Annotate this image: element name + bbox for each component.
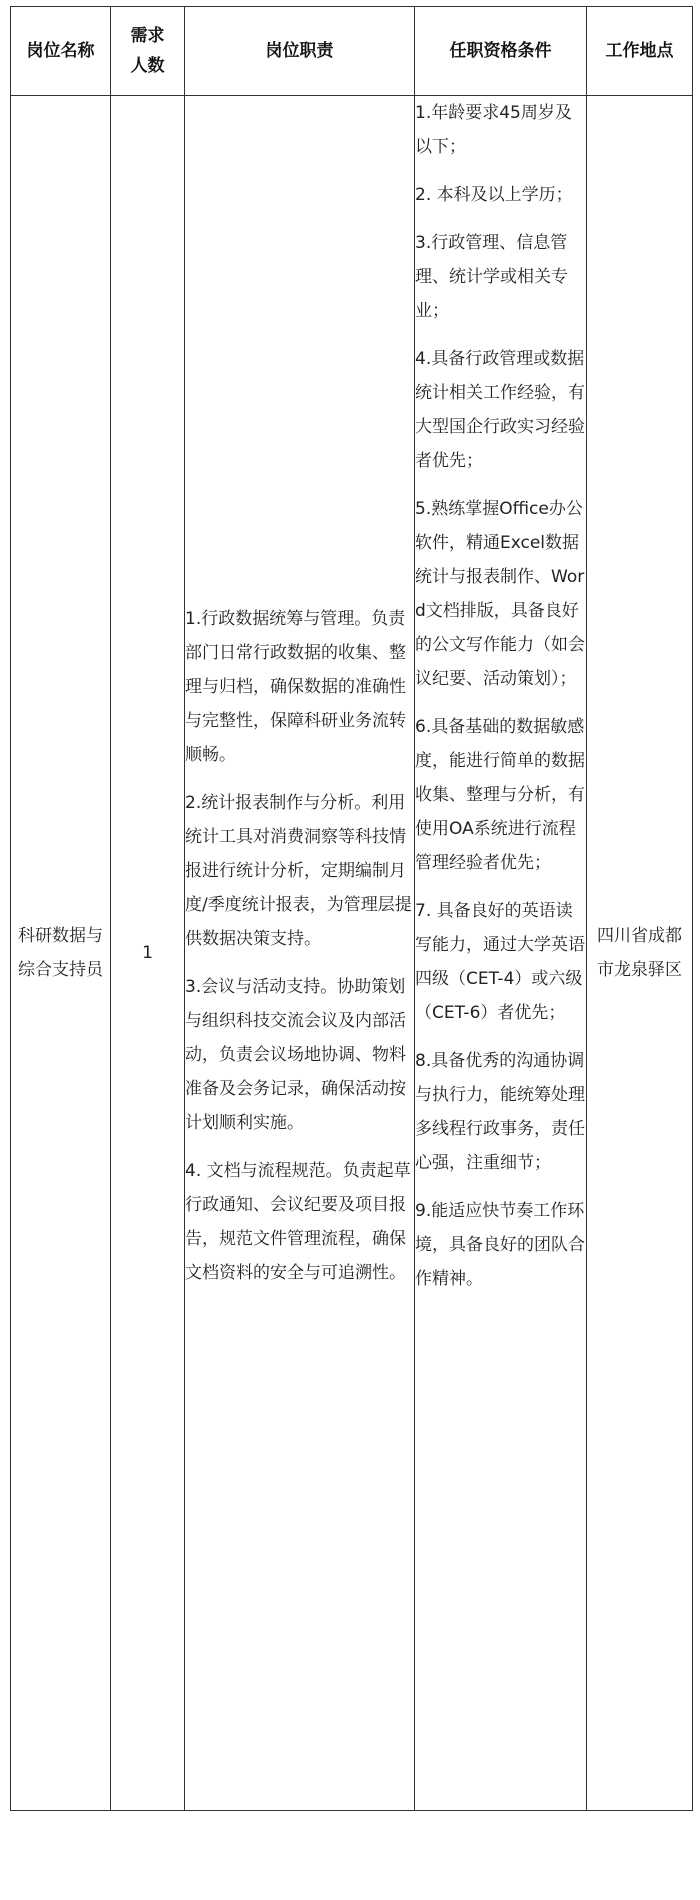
- location-cell: [587, 96, 693, 1811]
- position-name-cell: [11, 96, 111, 1811]
- job-posting-table: [10, 6, 693, 1811]
- header-location: 工作地点: [587, 7, 693, 96]
- duty-item: 1.行政数据统筹与管理。负责部门日常行政数据的收集、整理与归档，确保数据的准确性与完整性，保障科研业务流转顺畅。: [185, 609, 406, 765]
- requirement-item: 7. 具备良好的英语读写能力，通过大学英语四级（CET-4）或六级（CET-6）者优先；: [415, 901, 585, 1023]
- work-location: 四川省成都市龙泉驿区: [597, 926, 682, 980]
- requirement-item: 9.能适应快节奏工作环境，具备良好的团队合作精神。: [415, 1201, 585, 1289]
- table-row: [11, 96, 693, 1811]
- requirement-item: 8.具备优秀的沟通协调与执行力，能统筹处理多线程行政事务，责任心强，注重细节；: [415, 1051, 585, 1173]
- requirement-item: 6.具备基础的数据敏感度，能进行简单的数据收集、整理与分析，有使用OA系统进行流程管理经验者优先；: [415, 717, 585, 873]
- requirement-item: 5.熟练掌握Office办公软件，精通Excel数据统计与报表制作、Word文档排版，具备良好的公文写作能力（如会议纪要、活动策划）；: [415, 499, 585, 689]
- duty-item: 4. 文档与流程规范。负责起草行政通知、会议纪要及项目报告，规范文件管理流程，确保文档资料的安全与可追溯性。: [185, 1161, 411, 1283]
- duty-item: 2.统计报表制作与分析。利用统计工具对消费洞察等科技情报进行统计分析，定期编制月度/季度统计报表，为管理层提供数据决策支持。: [185, 793, 412, 949]
- requirements-cell: [415, 96, 587, 1811]
- header-duties: 岗位职责: [185, 7, 415, 96]
- requirement-item: 1.年龄要求45周岁及以下；: [415, 103, 572, 157]
- headcount: 1: [142, 943, 153, 963]
- requirement-item: 3.行政管理、信息管理、统计学或相关专业；: [415, 233, 568, 321]
- table-header-row: [11, 7, 693, 96]
- headcount-cell: [111, 96, 185, 1811]
- position-name: 科研数据与综合支持员: [18, 926, 103, 980]
- header-headcount: 需求人数: [111, 7, 185, 96]
- header-position-name: 岗位名称: [11, 7, 111, 96]
- duties-cell: [185, 96, 415, 1811]
- requirement-item: 2. 本科及以上学历；: [415, 185, 573, 205]
- header-requirements: 任职资格条件: [415, 7, 587, 96]
- duty-item: 3.会议与活动支持。协助策划与组织科技交流会议及内部活动，负责会议场地协调、物料准备及会务记录，确保活动按计划顺利实施。: [185, 977, 406, 1133]
- requirement-item: 4.具备行政管理或数据统计相关工作经验，有大型国企行政实习经验者优先；: [415, 349, 585, 471]
